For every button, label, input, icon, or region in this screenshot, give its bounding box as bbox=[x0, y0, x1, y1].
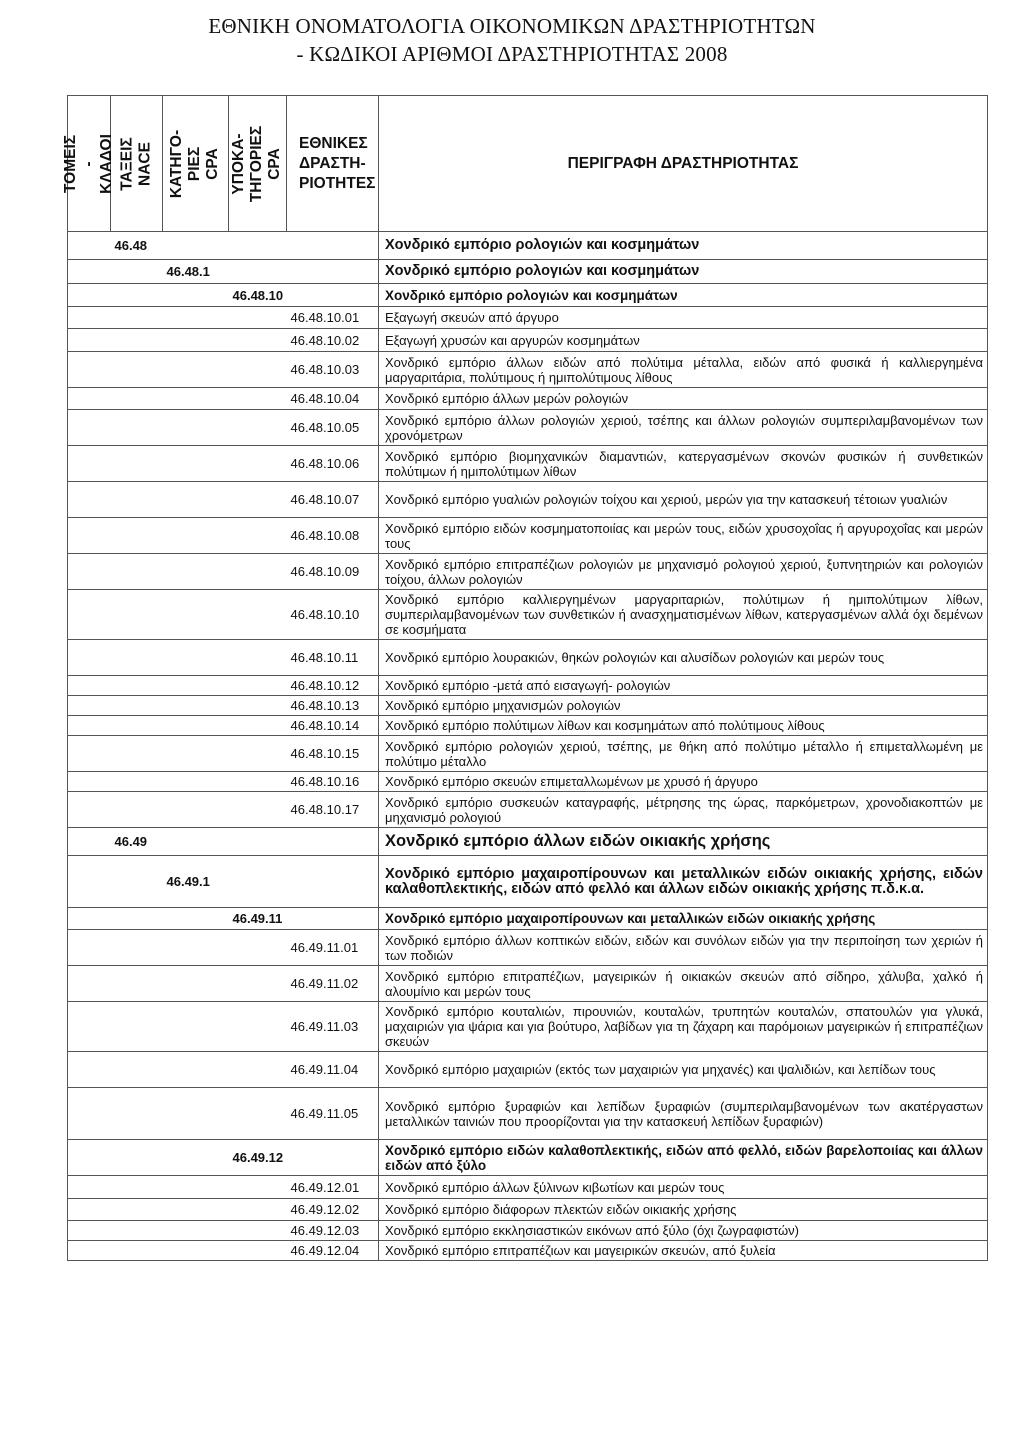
table-row bbox=[68, 232, 988, 260]
description-cell: Χονδρικό εμπόριο άλλων ρολογιών χεριού, τσέπης και άλλων ρολογιών συμπεριλαμβανομένων των χρονόμετρων bbox=[379, 410, 988, 446]
code-cell-c2 bbox=[163, 1241, 229, 1261]
code-cell-c3: 46.49.12 bbox=[229, 1140, 287, 1176]
code-cell-c2 bbox=[163, 1088, 229, 1140]
code-cell-c4: 46.49.11.04 bbox=[287, 1052, 379, 1088]
code-cell-c0 bbox=[68, 482, 111, 518]
code-cell-c4: 46.48.10.02 bbox=[287, 329, 379, 352]
code-cell-c2: 46.48.1 bbox=[163, 260, 229, 284]
code-cell-c0 bbox=[68, 352, 111, 388]
description-cell: Χονδρικό εμπόριο κουταλιών, πιρουνιών, κουταλών, τρυπητών κουταλών, σπατουλών για γλυκά, μαχαιριών για ψάρια και για βούτυρο, λαβίδων για τη ζάχαρη και παρόμοιων μαγειρικών ή επιτραπέζιων σκευών bbox=[379, 1002, 988, 1052]
code-cell-c4: 46.49.12.02 bbox=[287, 1199, 379, 1221]
table-row bbox=[68, 446, 988, 482]
code-cell-c2 bbox=[163, 1176, 229, 1199]
code-cell-c3 bbox=[229, 640, 287, 676]
description-cell: Χονδρικό εμπόριο ρολογιών και κοσμημάτων bbox=[379, 260, 988, 284]
table-row bbox=[68, 930, 988, 966]
table-row bbox=[68, 966, 988, 1002]
code-cell-c0 bbox=[68, 1140, 111, 1176]
code-cell-c0 bbox=[68, 307, 111, 329]
code-cell-c1 bbox=[111, 1052, 163, 1088]
code-cell-c4 bbox=[287, 232, 379, 260]
code-cell-c4 bbox=[287, 828, 379, 856]
code-cell-c2 bbox=[163, 590, 229, 640]
code-cell-c3 bbox=[229, 930, 287, 966]
code-cell-c1 bbox=[111, 284, 163, 307]
code-cell-c1 bbox=[111, 329, 163, 352]
code-cell-c2 bbox=[163, 329, 229, 352]
code-cell-c3 bbox=[229, 260, 287, 284]
code-cell-c0 bbox=[68, 446, 111, 482]
table-row bbox=[68, 410, 988, 446]
code-cell-c2 bbox=[163, 772, 229, 792]
code-cell-c2 bbox=[163, 640, 229, 676]
table-row bbox=[68, 590, 988, 640]
code-cell-c1 bbox=[111, 554, 163, 590]
code-cell-c3 bbox=[229, 716, 287, 736]
table-row bbox=[68, 856, 988, 908]
code-cell-c2 bbox=[163, 1052, 229, 1088]
code-cell-c0 bbox=[68, 1241, 111, 1261]
code-cell-c1 bbox=[111, 518, 163, 554]
code-cell-c1 bbox=[111, 1002, 163, 1052]
code-cell-c1 bbox=[111, 696, 163, 716]
code-cell-c0 bbox=[68, 410, 111, 446]
table-row bbox=[68, 1002, 988, 1052]
code-cell-c4: 46.48.10.10 bbox=[287, 590, 379, 640]
description-cell: Εξαγωγή χρυσών και αργυρών κοσμημάτων bbox=[379, 329, 988, 352]
table-body bbox=[68, 232, 988, 1261]
code-cell-c3 bbox=[229, 676, 287, 696]
code-cell-c2 bbox=[163, 1002, 229, 1052]
code-cell-c4: 46.48.10.06 bbox=[287, 446, 379, 482]
description-cell: Χονδρικό εμπόριο σκευών επιμεταλλωμένων με χρυσό ή άργυρο bbox=[379, 772, 988, 792]
code-cell-c3 bbox=[229, 352, 287, 388]
code-cell-c4: 46.49.11.05 bbox=[287, 1088, 379, 1140]
code-cell-c0 bbox=[68, 590, 111, 640]
code-cell-c3: 46.49.11 bbox=[229, 908, 287, 930]
code-cell-c3 bbox=[229, 1088, 287, 1140]
header-nace-classes: ΤΑΞΕΙΣ NACE bbox=[111, 96, 163, 232]
code-cell-c1 bbox=[111, 908, 163, 930]
code-cell-c0 bbox=[68, 518, 111, 554]
code-cell-c1 bbox=[111, 260, 163, 284]
code-cell-c3 bbox=[229, 232, 287, 260]
description-cell: Χονδρικό εμπόριο ξυραφιών και λεπίδων ξυραφιών (συμπεριλαμβανομένων των ακατέργαστων μεταλλικών ταινιών που προορίζονται για την κατασκευή λεπίδων ξυραφιών) bbox=[379, 1088, 988, 1140]
header-activity-description: ΠΕΡΙΓΡΑΦΗ ΔΡΑΣΤΗΡΙΟΤΗΤΑΣ bbox=[379, 96, 988, 232]
description-cell: Χονδρικό εμπόριο ρολογιών και κοσμημάτων bbox=[379, 284, 988, 307]
code-cell-c2 bbox=[163, 554, 229, 590]
code-cell-c1 bbox=[111, 716, 163, 736]
code-cell-c1 bbox=[111, 307, 163, 329]
code-cell-c4: 46.48.10.13 bbox=[287, 696, 379, 716]
document-title: ΕΘΝΙΚΗ ΟΝΟΜΑΤΟΛΟΓΙΑ ΟΙΚΟΝΟΜΙΚΩΝ ΔΡΑΣΤΗΡΙΟΤΗΤΩΝ bbox=[208, 14, 816, 38]
header-cpa-subcategories: ΥΠΟΚΑ- ΤΗΓΟΡΙΕΣ CPA bbox=[229, 96, 287, 232]
code-cell-c1 bbox=[111, 1241, 163, 1261]
code-cell-c2 bbox=[163, 518, 229, 554]
code-cell-c3 bbox=[229, 590, 287, 640]
code-cell-c4: 46.49.11.02 bbox=[287, 966, 379, 1002]
document-subtitle: - ΚΩΔΙΚΟΙ ΑΡΙΘΜΟΙ ΔΡΑΣΤΗΡΙΟΤΗΤΑΣ 2008 bbox=[296, 42, 728, 66]
description-cell: Χονδρικό εμπόριο άλλων ειδών από πολύτιμα μέταλλα, ειδών από φυσικά ή καλλιεργημένα μαργαριτάρια, πολύτιμους ή ημιπολύτιμους λίθους bbox=[379, 352, 988, 388]
code-cell-c1 bbox=[111, 352, 163, 388]
code-cell-c1 bbox=[111, 388, 163, 410]
table-row bbox=[68, 1140, 988, 1176]
code-cell-c4: 46.48.10.09 bbox=[287, 554, 379, 590]
code-cell-c4: 46.48.10.08 bbox=[287, 518, 379, 554]
code-cell-c2 bbox=[163, 307, 229, 329]
code-cell-c1 bbox=[111, 446, 163, 482]
code-cell-c3 bbox=[229, 329, 287, 352]
code-cell-c1 bbox=[111, 1140, 163, 1176]
table-row bbox=[68, 1221, 988, 1241]
code-cell-c2: 46.49.1 bbox=[163, 856, 229, 908]
code-cell-c1 bbox=[111, 772, 163, 792]
code-cell-c3 bbox=[229, 1176, 287, 1199]
table-row bbox=[68, 716, 988, 736]
table-row bbox=[68, 352, 988, 388]
code-cell-c2 bbox=[163, 232, 229, 260]
code-cell-c4: 46.48.10.11 bbox=[287, 640, 379, 676]
code-cell-c3 bbox=[229, 966, 287, 1002]
description-cell: Χονδρικό εμπόριο ρολογιών και κοσμημάτων bbox=[379, 232, 988, 260]
code-cell-c0 bbox=[68, 232, 111, 260]
code-cell-c0 bbox=[68, 930, 111, 966]
code-cell-c1: 46.48 bbox=[111, 232, 163, 260]
code-cell-c4: 46.49.12.04 bbox=[287, 1241, 379, 1261]
code-cell-c3 bbox=[229, 1002, 287, 1052]
code-cell-c4: 46.48.10.01 bbox=[287, 307, 379, 329]
description-cell: Χονδρικό εμπόριο ειδών κοσμηματοποιίας και μερών τους, ειδών χρυσοχοΐας ή αργυροχοΐας και μερών τους bbox=[379, 518, 988, 554]
code-cell-c4 bbox=[287, 856, 379, 908]
table-row bbox=[68, 1052, 988, 1088]
code-cell-c2 bbox=[163, 1199, 229, 1221]
table-row bbox=[68, 260, 988, 284]
code-cell-c3 bbox=[229, 856, 287, 908]
code-cell-c4: 46.48.10.04 bbox=[287, 388, 379, 410]
table-row bbox=[68, 1088, 988, 1140]
code-cell-c1 bbox=[111, 640, 163, 676]
code-cell-c4: 46.49.11.03 bbox=[287, 1002, 379, 1052]
code-cell-c1 bbox=[111, 590, 163, 640]
description-cell: Χονδρικό εμπόριο άλλων κοπτικών ειδών, ειδών και συνόλων ειδών για την περιποίηση των χεριών ή των ποδιών bbox=[379, 930, 988, 966]
code-cell-c0 bbox=[68, 1052, 111, 1088]
description-cell: Χονδρικό εμπόριο μαχαιριών (εκτός των μαχαιριών για μηχανές) και ψαλιδιών, και λεπίδων τους bbox=[379, 1052, 988, 1088]
code-cell-c4: 46.48.10.07 bbox=[287, 482, 379, 518]
description-cell: Χονδρικό εμπόριο καλλιεργημένων μαργαριταριών, πολύτιμων ή ημιπολύτιμων λίθων, συμπεριλαμβανομένων των συνθετικών ή ανασχηματισμένων λίθων, κατεργασμένων αλλά όχι δεμένων σε κοσμήματα bbox=[379, 590, 988, 640]
code-cell-c0 bbox=[68, 1176, 111, 1199]
table-row bbox=[68, 482, 988, 518]
table-row bbox=[68, 284, 988, 307]
code-cell-c4: 46.48.10.12 bbox=[287, 676, 379, 696]
code-cell-c4: 46.48.10.03 bbox=[287, 352, 379, 388]
description-cell: Χονδρικό εμπόριο εκκλησιαστικών εικόνων από ξύλο (όχι ζωγραφιστών) bbox=[379, 1221, 988, 1241]
code-cell-c3 bbox=[229, 736, 287, 772]
code-cell-c2 bbox=[163, 930, 229, 966]
header-cpa-categories: ΚΑΤΗΓΟ- ΡΙΕΣ CPA bbox=[163, 96, 229, 232]
code-cell-c2 bbox=[163, 482, 229, 518]
table-row bbox=[68, 554, 988, 590]
code-cell-c3 bbox=[229, 828, 287, 856]
code-cell-c2 bbox=[163, 792, 229, 828]
table-row bbox=[68, 1241, 988, 1261]
header-national-activities: ΕΘΝΙΚΕΣ ΔΡΑΣΤΗ- ΡΙΟΤΗΤΕΣ bbox=[287, 96, 379, 232]
code-cell-c4 bbox=[287, 260, 379, 284]
table-row bbox=[68, 1199, 988, 1221]
code-cell-c4 bbox=[287, 908, 379, 930]
code-cell-c0 bbox=[68, 640, 111, 676]
description-cell: Χονδρικό εμπόριο μηχανισμών ρολογιών bbox=[379, 696, 988, 716]
code-cell-c4 bbox=[287, 284, 379, 307]
table-row bbox=[68, 908, 988, 930]
code-cell-c0 bbox=[68, 856, 111, 908]
code-cell-c0 bbox=[68, 260, 111, 284]
code-cell-c2 bbox=[163, 736, 229, 772]
description-cell: Χονδρικό εμπόριο άλλων μερών ρολογιών bbox=[379, 388, 988, 410]
code-cell-c1 bbox=[111, 966, 163, 1002]
code-cell-c4: 46.48.10.15 bbox=[287, 736, 379, 772]
description-cell: Χονδρικό εμπόριο άλλων ξύλινων κιβωτίων και μερών τους bbox=[379, 1176, 988, 1199]
description-cell: Χονδρικό εμπόριο μαχαιροπίρουνων και μεταλλικών ειδών οικιακής χρήσης, ειδών καλαθοπλεκτικής, ειδών από φελλό και άλλων ειδών οικιακής χρήσης π.δ.κ.α. bbox=[379, 856, 988, 908]
description-cell: Χονδρικό εμπόριο γυαλιών ρολογιών τοίχου και χεριού, μερών για την κατασκευή τέτοιων γυαλιών bbox=[379, 482, 988, 518]
code-cell-c2 bbox=[163, 446, 229, 482]
code-cell-c3 bbox=[229, 1241, 287, 1261]
code-cell-c1 bbox=[111, 792, 163, 828]
code-cell-c3 bbox=[229, 772, 287, 792]
code-cell-c3 bbox=[229, 554, 287, 590]
code-cell-c3 bbox=[229, 388, 287, 410]
code-cell-c0 bbox=[68, 696, 111, 716]
activity-codes-table bbox=[62, 95, 988, 1261]
code-cell-c2 bbox=[163, 716, 229, 736]
code-cell-c2 bbox=[163, 908, 229, 930]
description-cell: Χονδρικό εμπόριο πολύτιμων λίθων και κοσμημάτων από πολύτιμους λίθους bbox=[379, 716, 988, 736]
code-cell-c4: 46.49.11.01 bbox=[287, 930, 379, 966]
code-cell-c2 bbox=[163, 966, 229, 1002]
code-cell-c0 bbox=[68, 1221, 111, 1241]
description-cell: Χονδρικό εμπόριο βιομηχανικών διαμαντιών, κατεργασμένων σκονών φυσικών ή συνθετικών πολύτιμων ή ημιπολύτιμων λίθων bbox=[379, 446, 988, 482]
description-cell: Χονδρικό εμπόριο επιτραπέζιων ρολογιών με μηχανισμό ρολογιού χεριού, ξυπνητηριών και ρολογιών τοίχου, άλλων ρολογιών bbox=[379, 554, 988, 590]
code-cell-c4: 46.48.10.05 bbox=[287, 410, 379, 446]
code-cell-c1 bbox=[111, 736, 163, 772]
code-cell-c0 bbox=[68, 716, 111, 736]
code-cell-c3: 46.48.10 bbox=[229, 284, 287, 307]
code-cell-c2 bbox=[163, 388, 229, 410]
table-row bbox=[68, 1176, 988, 1199]
table-row bbox=[68, 329, 988, 352]
table-row bbox=[68, 676, 988, 696]
description-cell: Χονδρικό εμπόριο άλλων ειδών οικιακής χρήσης bbox=[379, 828, 988, 856]
code-cell-c1 bbox=[111, 1221, 163, 1241]
code-cell-c3 bbox=[229, 1221, 287, 1241]
code-cell-c3 bbox=[229, 518, 287, 554]
code-cell-c2 bbox=[163, 676, 229, 696]
table-row bbox=[68, 388, 988, 410]
code-cell-c2 bbox=[163, 284, 229, 307]
code-cell-c4: 46.49.12.03 bbox=[287, 1221, 379, 1241]
code-cell-c1: 46.49 bbox=[111, 828, 163, 856]
table-row bbox=[68, 736, 988, 772]
table-row bbox=[68, 828, 988, 856]
table-row bbox=[68, 307, 988, 329]
code-cell-c3 bbox=[229, 446, 287, 482]
table-row bbox=[68, 792, 988, 828]
code-cell-c2 bbox=[163, 410, 229, 446]
description-cell: Εξαγωγή σκευών από άργυρο bbox=[379, 307, 988, 329]
code-cell-c0 bbox=[68, 828, 111, 856]
code-cell-c2 bbox=[163, 352, 229, 388]
code-cell-c3 bbox=[229, 482, 287, 518]
code-cell-c3 bbox=[229, 792, 287, 828]
code-cell-c0 bbox=[68, 284, 111, 307]
code-cell-c0 bbox=[68, 772, 111, 792]
code-cell-c0 bbox=[68, 329, 111, 352]
table-row bbox=[68, 772, 988, 792]
description-cell: Χονδρικό εμπόριο επιτραπέζιων, μαγειρικών ή οικιακών σκευών από σίδηρο, χάλυβα, χαλκό ή αλουμίνιο και μερών τους bbox=[379, 966, 988, 1002]
code-cell-c3 bbox=[229, 410, 287, 446]
code-cell-c2 bbox=[163, 1221, 229, 1241]
code-cell-c4: 46.48.10.16 bbox=[287, 772, 379, 792]
code-cell-c1 bbox=[111, 1199, 163, 1221]
code-cell-c0 bbox=[68, 736, 111, 772]
code-cell-c1 bbox=[111, 676, 163, 696]
description-cell: Χονδρικό εμπόριο μαχαιροπίρουνων και μεταλλικών ειδών οικιακής χρήσης bbox=[379, 908, 988, 930]
code-cell-c1 bbox=[111, 410, 163, 446]
description-cell: Χονδρικό εμπόριο ρολογιών χεριού, τσέπης, με θήκη από πολύτιμο μέταλλο ή επιμεταλλωμένη με πολύτιμο μέταλλο bbox=[379, 736, 988, 772]
code-cell-c1 bbox=[111, 1088, 163, 1140]
description-cell: Χονδρικό εμπόριο συσκευών καταγραφής, μέτρησης της ώρας, παρκόμετρων, χρονοδιακοπτών με μηχανισμό ρολογιού bbox=[379, 792, 988, 828]
code-cell-c3 bbox=[229, 307, 287, 329]
code-cell-c0 bbox=[68, 388, 111, 410]
code-cell-c3 bbox=[229, 1052, 287, 1088]
code-cell-c1 bbox=[111, 1176, 163, 1199]
code-cell-c4: 46.48.10.14 bbox=[287, 716, 379, 736]
code-cell-c0 bbox=[68, 966, 111, 1002]
code-cell-c2 bbox=[163, 696, 229, 716]
description-cell: Χονδρικό εμπόριο -μετά από εισαγωγή- ρολογιών bbox=[379, 676, 988, 696]
description-cell: Χονδρικό εμπόριο λουρακιών, θηκών ρολογιών και αλυσίδων ρολογιών και μερών τους bbox=[379, 640, 988, 676]
table-row bbox=[68, 640, 988, 676]
description-cell: Χονδρικό εμπόριο διάφορων πλεκτών ειδών οικιακής χρήσης bbox=[379, 1199, 988, 1221]
table-header-row bbox=[68, 96, 988, 232]
code-cell-c1 bbox=[111, 856, 163, 908]
code-cell-c4: 46.48.10.17 bbox=[287, 792, 379, 828]
code-cell-c0 bbox=[68, 1199, 111, 1221]
description-cell: Χονδρικό εμπόριο επιτραπέζιων και μαγειρικών σκευών, από ξυλεία bbox=[379, 1241, 988, 1261]
header-sectors: ΤΟΜΕΙΣ - ΚΛΑΔΟΙ bbox=[68, 96, 111, 232]
code-cell-c1 bbox=[111, 930, 163, 966]
code-cell-c4 bbox=[287, 1140, 379, 1176]
code-cell-c0 bbox=[68, 676, 111, 696]
code-cell-c4: 46.49.12.01 bbox=[287, 1176, 379, 1199]
table-row bbox=[68, 518, 988, 554]
code-cell-c3 bbox=[229, 1199, 287, 1221]
code-cell-c1 bbox=[111, 482, 163, 518]
code-cell-c0 bbox=[68, 1002, 111, 1052]
code-cell-c0 bbox=[68, 908, 111, 930]
description-cell: Χονδρικό εμπόριο ειδών καλαθοπλεκτικής, ειδών από φελλό, ειδών βαρελοποιίας και άλλων ειδών από ξύλο bbox=[379, 1140, 988, 1176]
code-cell-c2 bbox=[163, 1140, 229, 1176]
code-cell-c2 bbox=[163, 828, 229, 856]
code-cell-c0 bbox=[68, 1088, 111, 1140]
code-cell-c0 bbox=[68, 554, 111, 590]
code-cell-c3 bbox=[229, 696, 287, 716]
code-cell-c0 bbox=[68, 792, 111, 828]
table-row bbox=[68, 696, 988, 716]
